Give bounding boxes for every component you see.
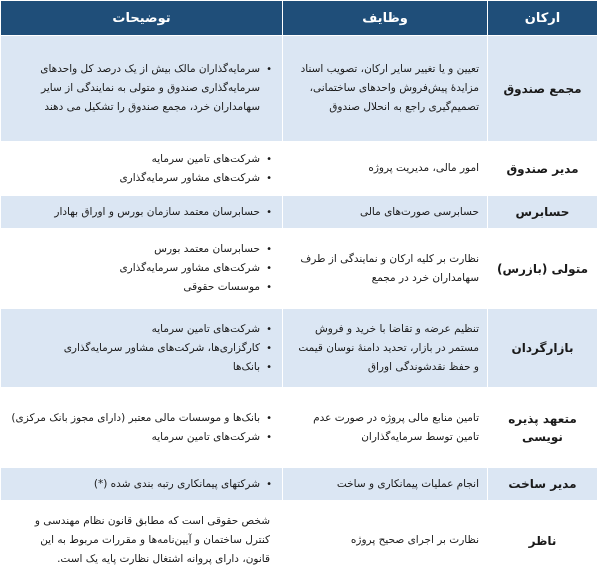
notes-cell [1, 388, 283, 468]
role-cell: مدیر صندوق [488, 142, 597, 196]
notes-list [11, 320, 274, 377]
header-role: ارکان [488, 1, 597, 36]
notes-cell [1, 229, 283, 309]
duties-cell: تامین منابع مالی پروژه در صورت عدم تامین توسط سرمایه‌گذاران [283, 388, 488, 468]
notes-cell [1, 196, 283, 229]
notes-list [11, 475, 274, 494]
notes-list [11, 240, 274, 297]
role-cell: مدیر ساخت [488, 468, 597, 501]
role-cell: ناظر [488, 501, 597, 581]
notes-cell [1, 36, 283, 142]
duties-cell: انجام عملیات پیمانکاری و ساخت [283, 468, 488, 501]
duties-cell: امور مالی، مدیریت پروژه [283, 142, 488, 196]
notes-cell [1, 142, 283, 196]
duties-cell: نظارت بر اجرای صحیح پروژه [283, 501, 488, 581]
notes-item: • بانک‌ها [11, 358, 260, 377]
notes-item: • شرکت‌های تامین سرمایه [11, 320, 260, 339]
role-cell: متولی (بازرس) [488, 229, 597, 309]
notes-list [11, 203, 274, 222]
notes-cell [1, 309, 283, 388]
duties-cell: حسابرسی صورت‌های مالی [283, 196, 488, 229]
notes-item: • حسابرسان معتمد بورس [11, 240, 260, 259]
notes-item: • شرکتهای پیمانکاری رتبه بندی شده (*) [11, 475, 260, 494]
role-cell: حسابرس [488, 196, 597, 229]
table-row [1, 229, 597, 309]
table-row [1, 309, 597, 388]
notes-list [11, 60, 274, 117]
notes-item: • حسابرسان معتمد سازمان بورس و اوراق بهادار [11, 203, 260, 222]
table-row [1, 36, 597, 142]
role-cell: مجمع صندوق [488, 36, 597, 142]
notes-list [11, 409, 274, 447]
table-row [1, 388, 597, 468]
notes-item: • کارگزاری‌ها، شرکت‌های مشاور سرمایه‌گذاری [11, 339, 260, 358]
notes-item: • موسسات حقوقی [11, 278, 260, 297]
table-row [1, 196, 597, 229]
notes-item: • شرکت‌های مشاور سرمایه‌گذاری [11, 259, 260, 278]
notes-item: • شرکت‌های تامین سرمایه [11, 428, 260, 447]
duties-cell: نظارت بر کلیه ارکان و نمایندگی از طرف سهامداران خرد در مجمع [283, 229, 488, 309]
role-cell: بازارگردان [488, 309, 597, 388]
notes-item: • شرکت‌های مشاور سرمایه‌گذاری [11, 169, 260, 188]
duties-cell: تعیین و یا تغییر سایر ارکان، تصویب اسناد مزایدۀ پیش‌فروش واحدهای ساختمانی، تصمیم‌گیری راجع به انحلال صندوق [283, 36, 488, 142]
notes-list [11, 150, 274, 188]
role-cell: متعهد پذیره نویسی [488, 388, 597, 468]
notes-cell [1, 468, 283, 501]
header-row [1, 1, 597, 36]
notes-item: • سرمایه‌گذاران مالک بیش از یک درصد کل واحدهای سرمایه‌گذاری صندوق و متولی به نمایندگی از سایر سهامداران خرد، مجمع صندوق را تشکیل می دهند [11, 60, 260, 117]
notes-item: • بانک‌ها و موسسات مالی معتبر (دارای مجوز بانک مرکزی) [11, 409, 260, 428]
table-row [1, 468, 597, 501]
header-notes: توضیحات [1, 1, 283, 36]
notes-cell: شخص حقوقی است که مطابق قانون نظام مهندسی و کنترل ساختمان و آیین‌نامه‌ها و مقررات مربوط به این قانون، دارای پروانه اشتغال نظارت پایه یک است. [1, 501, 283, 581]
table-row [1, 142, 597, 196]
header-duties: وظایف [283, 1, 488, 36]
table-row [1, 501, 597, 581]
duties-cell: تنظیم عرضه و تقاضا با خرید و فروش مستمر در بازار، تحدید دامنۀ نوسان قیمت و حفظ نقدشوندگی اوراق [283, 309, 488, 388]
notes-item: • شرکت‌های تامین سرمایه [11, 150, 260, 169]
